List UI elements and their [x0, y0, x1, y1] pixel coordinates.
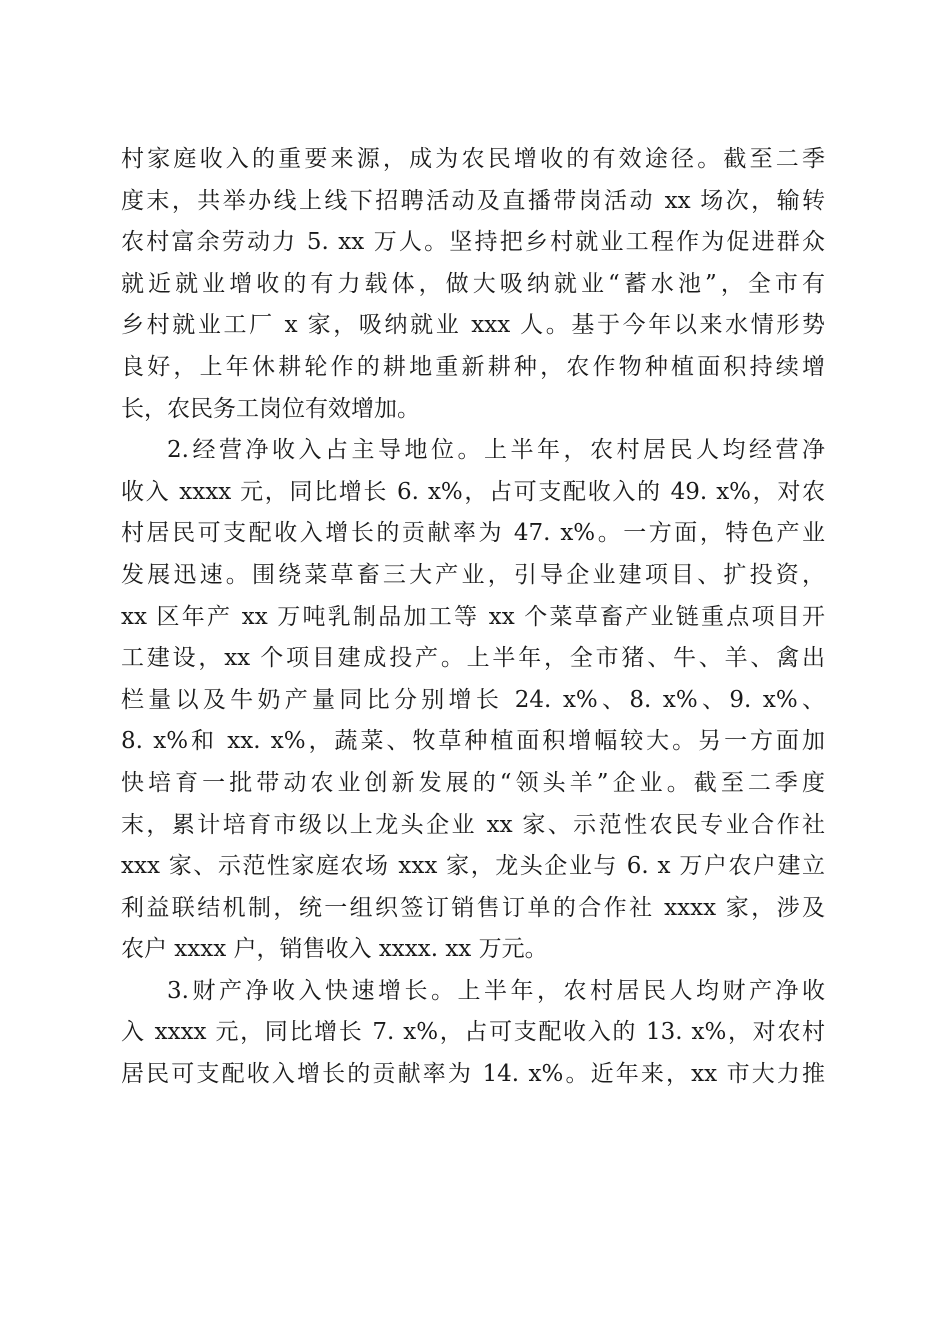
- paragraph-heading-line: 3.财产净收入快速增长。上半年，农村居民人均财产净收: [167, 977, 825, 1004]
- text-line: 农村富余劳动力 5. xx 万人。坚持把乡村就业工程作为促进群众: [121, 229, 825, 256]
- text-line: 入 xxxx 元，同比增长 7. x%，占可支配收入的 13. x%，对农村: [121, 1019, 825, 1046]
- text-line: 栏量以及牛奶产量同比分别增长 24. x%、8. x%、9. x%、: [121, 686, 825, 713]
- text-line: 发展迅速。围绕菜草畜三大产业，引导企业建项目、扩投资，: [121, 561, 825, 588]
- paragraph-heading-line: 2.经营净收入占主导地位。上半年，农村居民人均经营净: [167, 437, 825, 464]
- text-line: 收入 xxxx 元，同比增长 6. x%，占可支配收入的 49. x%，对农: [121, 478, 825, 505]
- text-line: 村居民可支配收入增长的贡献率为 47. x%。一方面，特色产业: [121, 520, 825, 547]
- text-line: 居民可支配收入增长的贡献率为 14. x%。近年来，xx 市大力推: [121, 1061, 825, 1088]
- text-line: 度末，共举办线上线下招聘活动及直播带岗活动 xx 场次，输转: [121, 187, 825, 214]
- text-line: 利益联结机制，统一组织签订销售订单的合作社 xxxx 家，涉及: [121, 894, 825, 921]
- text-line: 长，农民务工岗位有效增加。: [121, 395, 420, 422]
- text-line: 就近就业增收的有力载体，做大吸纳就业“蓄水池”，全市有: [121, 270, 825, 297]
- text-line: 农户 xxxx 户，销售收入 xxxx. xx 万元。: [121, 936, 548, 963]
- text-line: 良好，上年休耕轮作的耕地重新耕种，农作物种植面积持续增: [121, 353, 825, 380]
- text-line: xxx 家、示范性家庭农场 xxx 家，龙头企业与 6. x 万户农户建立: [121, 853, 825, 880]
- text-line: 乡村就业工厂 x 家，吸纳就业 xxx 人。基于今年以来水情形势: [121, 312, 825, 339]
- text-line: 村家庭收入的重要来源，成为农民增收的有效途径。截至二季: [121, 146, 825, 172]
- text-line: 8. x%和 xx. x%，蔬菜、牧草种植面积增幅较大。另一方面加: [121, 728, 825, 755]
- text-line: xx 区年产 xx 万吨乳制品加工等 xx 个菜草畜产业链重点项目开: [121, 603, 825, 630]
- body-text: [121, 139, 825, 1096]
- text-line: 末，累计培育市级以上龙头企业 xx 家、示范性农民专业合作社: [121, 811, 825, 838]
- text-line: 工建设，xx 个项目建成投产。上半年，全市猪、牛、羊、禽出: [121, 645, 825, 672]
- text-line: 快培育一批带动农业创新发展的“领头羊”企业。截至二季度: [121, 769, 825, 796]
